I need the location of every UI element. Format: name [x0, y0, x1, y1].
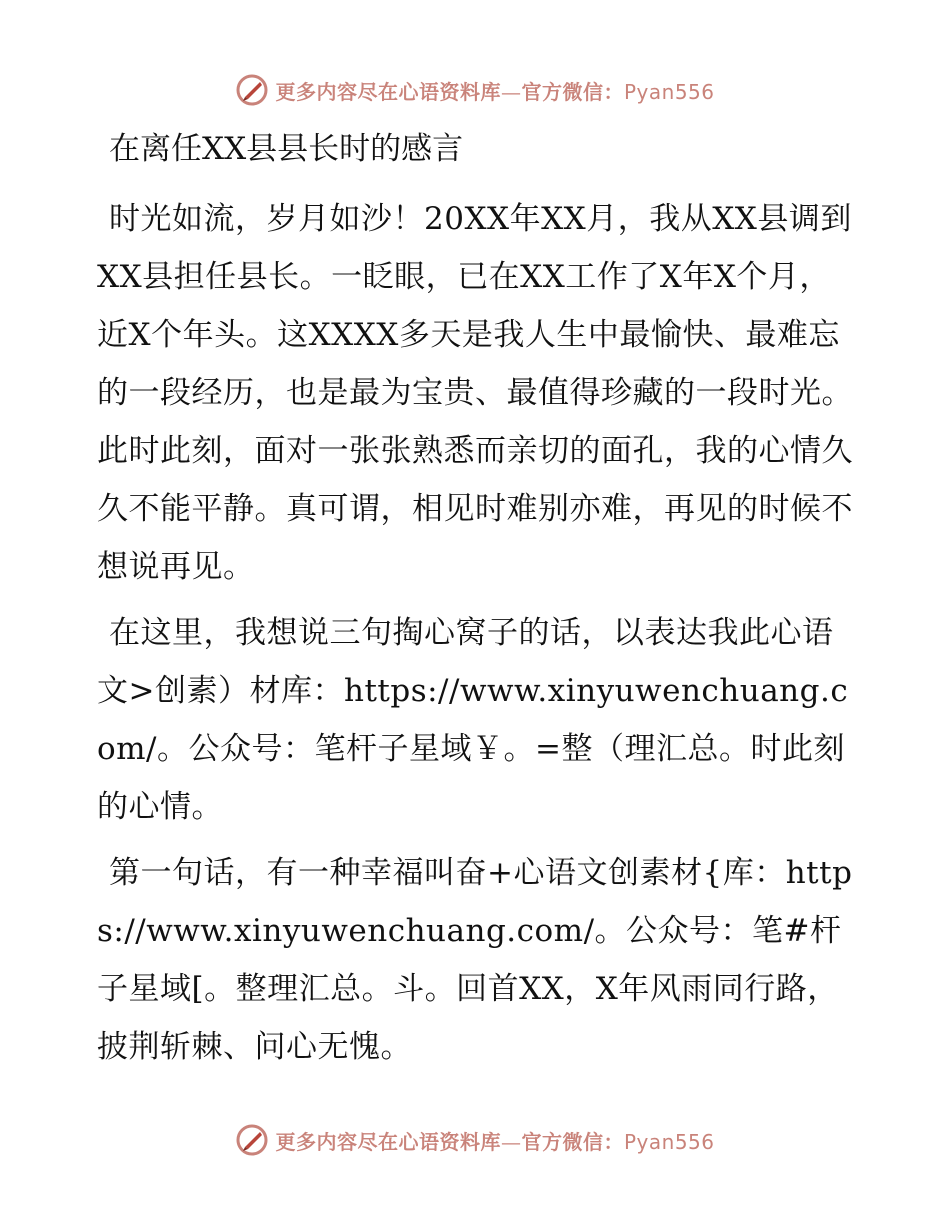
- quill-pen-circle-icon: [235, 73, 269, 107]
- banner-wechat-label: 官方微信：: [521, 1129, 624, 1154]
- banner-wechat-id: Pyan556: [623, 1129, 715, 1154]
- header-watermark-banner: [0, 70, 950, 110]
- paragraph-3: 第一句话，有一种幸福叫奋+心语文创素材{库：https://www.xinyuwenchuang.com/。公众号：笔#杆子星域[。整理汇总。斗。回首XX，X年风雨同行路，披荆斩棘、问心无愧。: [97, 855, 853, 1065]
- banner-text: [275, 76, 714, 105]
- banner-text: [275, 1126, 714, 1155]
- banner-separator: —: [500, 79, 522, 104]
- banner-separator: —: [500, 1129, 522, 1154]
- document-body: [97, 120, 857, 1076]
- footer-watermark-banner: [0, 1120, 950, 1160]
- paragraph-2: 在这里，我想说三句掏心窝子的话，以表达我此心语文>创素）材库：https://www.xinyuwenchuang.com/。公众号：笔杆子星域￥。=整（理汇总。时此刻的心情。: [97, 615, 849, 825]
- quill-pen-circle-icon: [235, 1123, 269, 1157]
- banner-main-text: 更多内容尽在心语资料库: [275, 79, 501, 104]
- banner-main-text: 更多内容尽在心语资料库: [275, 1129, 501, 1154]
- banner-wechat-label: 官方微信：: [521, 79, 624, 104]
- banner-wechat-id: Pyan556: [623, 79, 715, 104]
- document-title: 在离任XX县县长时的感言: [109, 131, 464, 167]
- paragraph-1: 时光如流，岁月如沙！20XX年XX月，我从XX县调到XX县担任县长。一眨眼，已在XX工作了X年X个月，近X个年头。这XXXX多天是我人生中最愉快、最难忘的一段经历，也是最为宝贵、最值得珍藏的一段时光。此时此刻，面对一张张熟悉而亲切的面孔，我的心情久久不能平静。真可谓，相见时难别亦难，再见的时候不想说再见。: [97, 201, 853, 585]
